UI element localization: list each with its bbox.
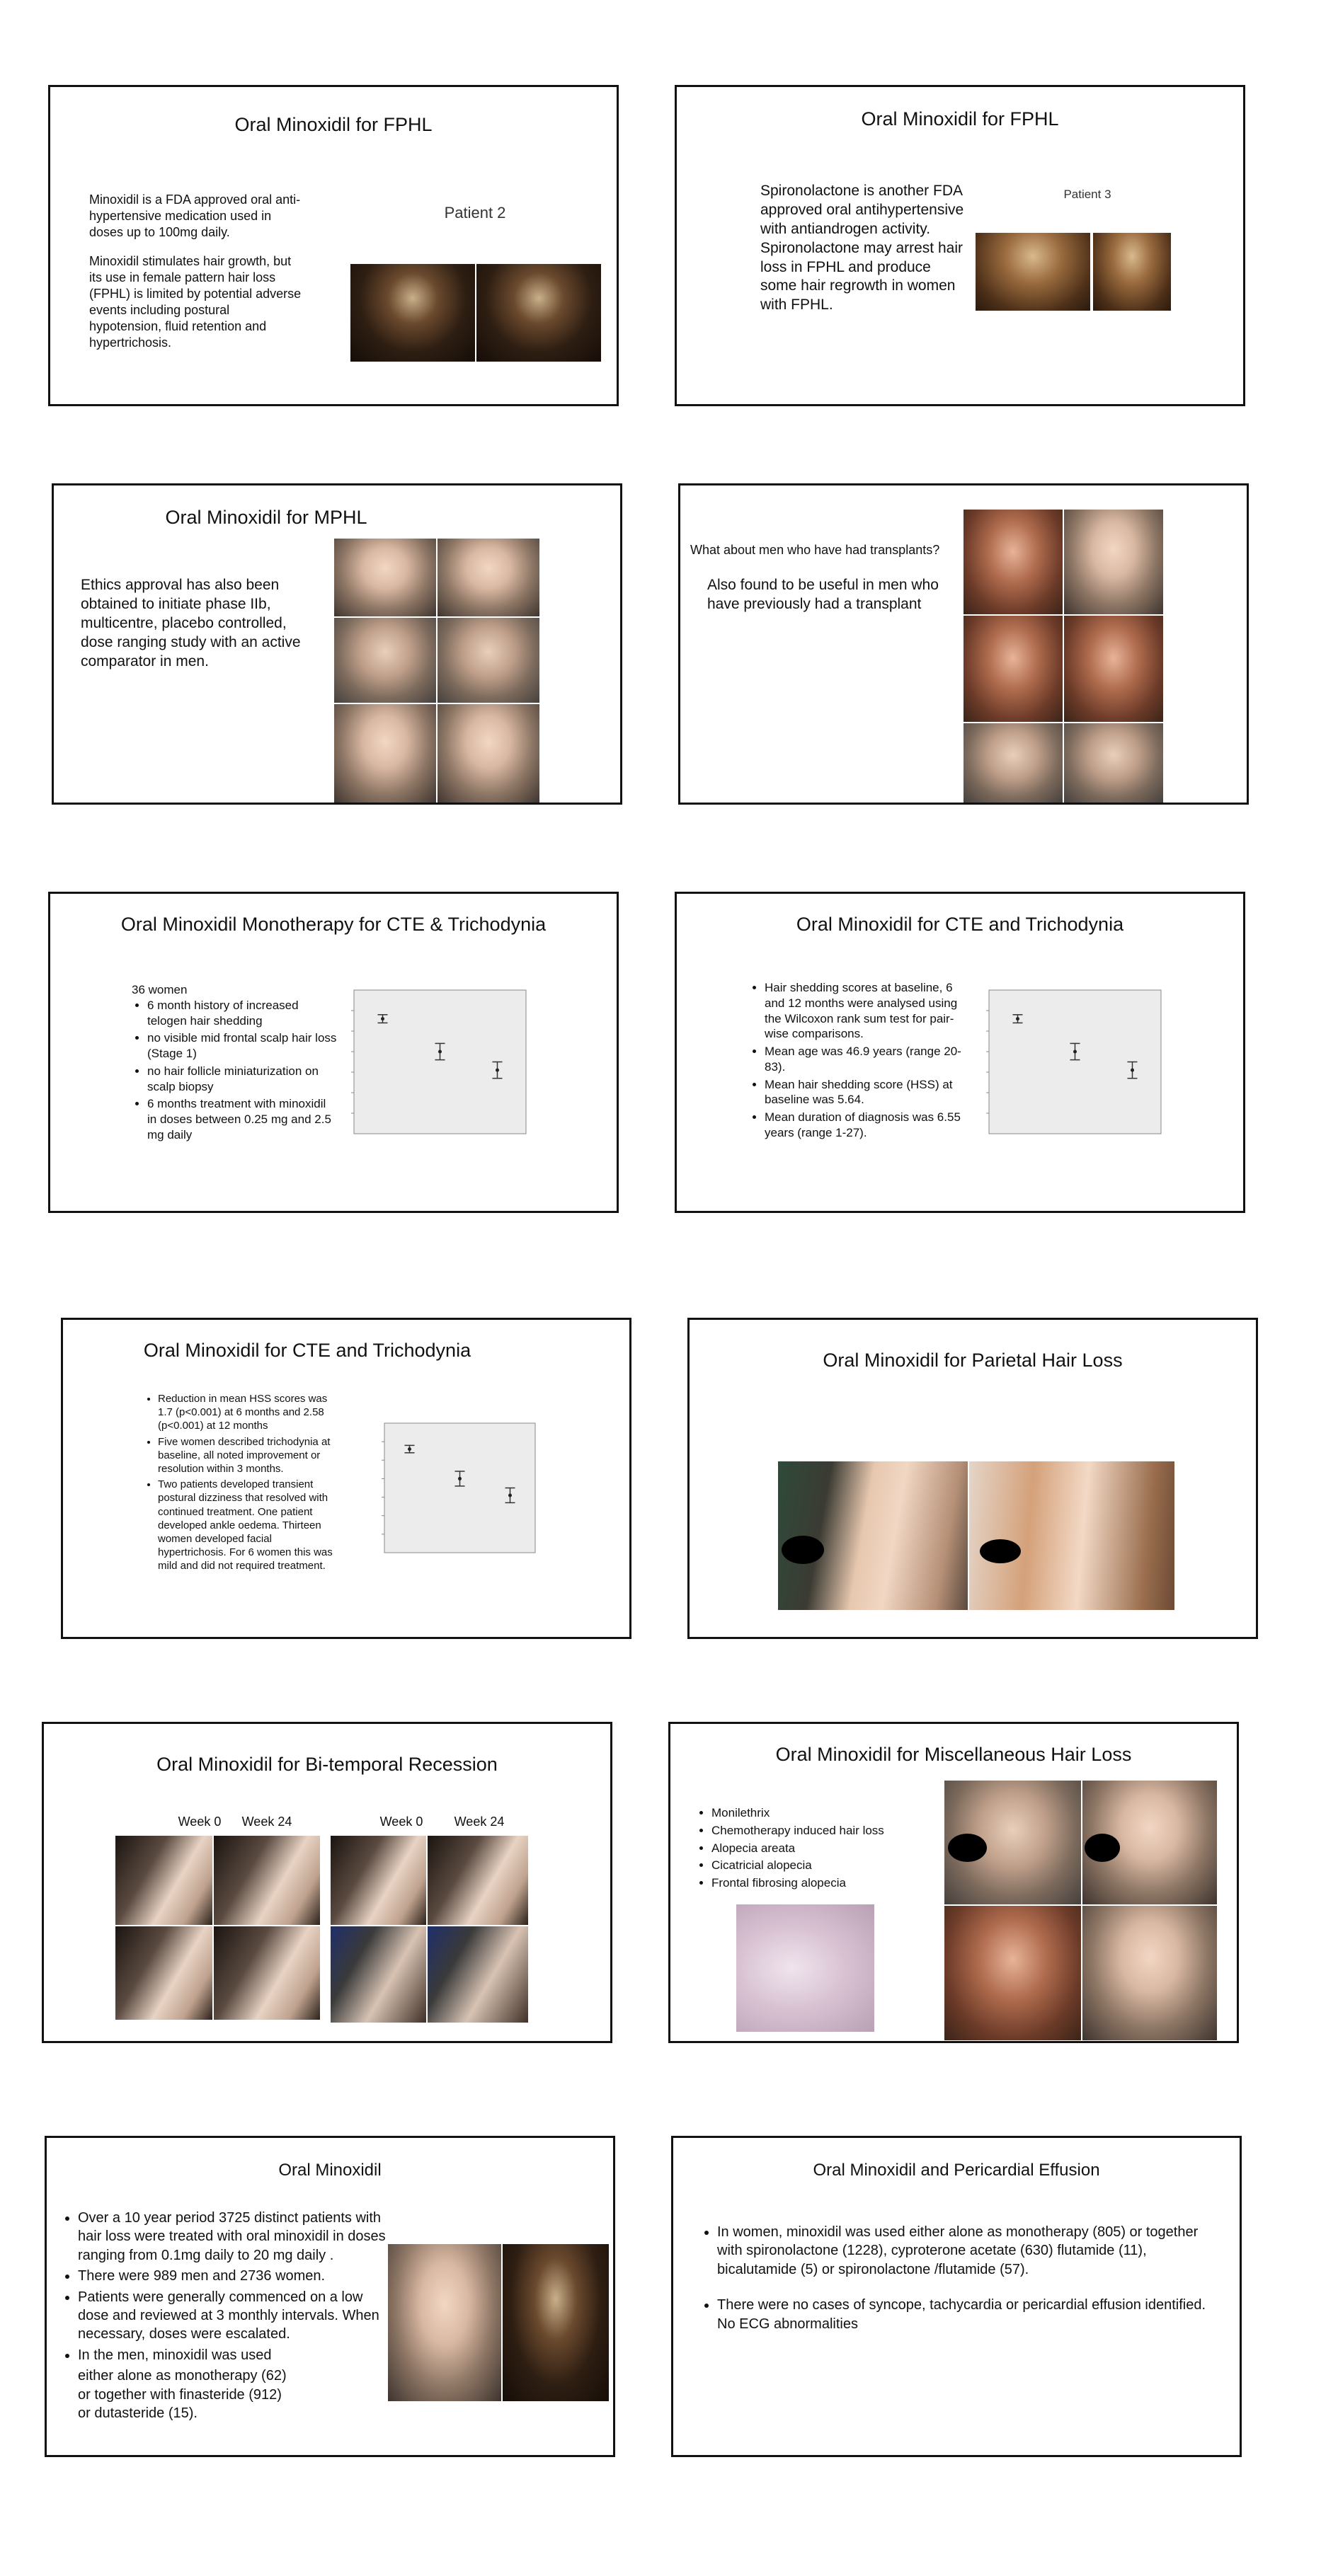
patient-photo <box>428 1836 528 1925</box>
patient-photo-after <box>503 2244 609 2401</box>
list-item: • Frontal fibrosing alopecia <box>711 1875 930 1891</box>
data-point <box>458 1477 462 1480</box>
list-item: • In the men, minoxidil was used <box>78 2346 395 2364</box>
eye-mask <box>980 1539 1021 1563</box>
patient-photo <box>214 1926 320 2020</box>
list-item: • In women, minoxidil was used either alone as monotherapy (805) or together with spironolactone (1228), cyproterone acetate (630) flutamide (11), bicalutamide (5) or spironolactone /flutamide (57). <box>717 2223 1211 2279</box>
week0-label: Week 0 <box>379 1815 423 1829</box>
list-item: • no visible mid frontal scalp hair loss (Stage 1) <box>147 1030 337 1062</box>
slide-mphl <box>52 483 622 805</box>
data-point <box>508 1493 512 1497</box>
list-item: • Reduction in mean HSS scores was 1.7 (p<0.001) at 6 months and 2.58 (p<0.001) at 12 months <box>158 1392 337 1433</box>
list-item: • Over a 10 year period 3725 distinct patients with hair loss were treated with oral minoxidil in doses ranging from 0.1mg daily to 20 mg daily . <box>78 2209 395 2265</box>
list-item: • 6 months treatment with minoxidil in doses between 0.25 mg and 2.5 mg daily <box>147 1096 337 1142</box>
patient-photo <box>1064 510 1163 614</box>
list-item: • Monilethrix <box>711 1805 930 1821</box>
list-item: • Mean duration of diagnosis was 6.55 years (range 1-27). <box>765 1110 961 1141</box>
slide-text <box>89 192 302 364</box>
chart-svg <box>360 1419 541 1571</box>
slide-text <box>62 2209 395 2422</box>
patient-photo-side <box>969 1461 1174 1610</box>
patient-photo <box>1082 1906 1217 2040</box>
slide-title: Oral Minoxidil for FPHL <box>861 108 1059 130</box>
patient-photo <box>334 539 436 616</box>
eye-mask <box>782 1536 824 1564</box>
bullet-list <box>62 2209 395 2364</box>
list-item: • 6 month history of increased telogen hair shedding <box>147 998 337 1029</box>
patient-photo <box>438 539 539 616</box>
slide-text: Ethics approval has also been obtained to initiate phase IIb, multicentre, placebo controlled, dose ranging study with an active comparator in men. <box>81 577 301 669</box>
slide-bitemporal <box>42 1722 612 2043</box>
slide-title: Oral Minoxidil for Miscellaneous Hair Loss <box>775 1744 1132 1765</box>
hss-chart <box>360 1419 541 1571</box>
eye-mask <box>948 1834 987 1862</box>
patient-photo-before <box>350 264 475 362</box>
chart-svg <box>965 986 1167 1152</box>
patient-photo <box>964 510 1063 614</box>
data-point <box>1131 1069 1134 1072</box>
list-item: • Chemotherapy induced hair loss <box>711 1823 930 1839</box>
slide-text <box>749 980 961 1143</box>
patient-photo <box>115 1836 212 1925</box>
patient-photo <box>1064 723 1163 803</box>
slide-cte-outcomes <box>61 1318 631 1639</box>
patient-photo <box>331 1836 426 1925</box>
slide-title: Oral Minoxidil Monotherapy for CTE & Trichodynia <box>120 914 547 935</box>
list-item: • Mean hair shedding score (HSS) at baseline was 5.64. <box>765 1077 961 1108</box>
slide-parietal <box>687 1318 1258 1639</box>
slide-fphl-1 <box>48 85 619 406</box>
patient-photo <box>964 616 1063 722</box>
slide-pericardial <box>671 2136 1242 2457</box>
patient-photo-after <box>476 264 601 362</box>
patient-photo <box>964 723 1063 803</box>
intro-text: 36 women <box>132 983 188 996</box>
patient-photo-before <box>976 233 1090 311</box>
list-item: • There were no cases of syncope, tachycardia or pericardial effusion identified. No ECG abnormalities <box>717 2296 1211 2333</box>
continuation-line: or dutasteride (15). <box>78 2405 198 2421</box>
slide-text: Also found to be useful in men who have previously had a transplant <box>707 577 939 612</box>
list-item: • Cicatricial alopecia <box>711 1858 930 1873</box>
week24-label: Week 24 <box>454 1815 505 1829</box>
slide-heading: What about men who have had transplants? <box>690 543 940 557</box>
patient-photo-after <box>1093 233 1171 311</box>
patient-photo <box>334 704 436 803</box>
slide-title: Oral Minoxidil for CTE and Trichodynia <box>143 1340 471 1361</box>
patient-photo <box>438 618 539 703</box>
slide-misc <box>668 1722 1239 2043</box>
slide-title: Oral Minoxidil for Bi-temporal Recession <box>156 1754 498 1775</box>
slide-text <box>702 2223 1211 2335</box>
list-item: • Alopecia areata <box>711 1841 930 1856</box>
continuation-line: or together with finasteride (912) <box>78 2386 282 2403</box>
scalp-closeup-photo <box>736 1904 874 2032</box>
list-item: • Hair shedding scores at baseline, 6 and 12 months were analysed using the Wilcoxon rank sum test for pair-wise comparisons. <box>765 980 961 1042</box>
patient-photo <box>428 1926 528 2023</box>
data-point <box>381 1017 384 1020</box>
list-item: • no hair follicle miniaturization on scalp biopsy <box>147 1064 337 1095</box>
bullet-list <box>696 1805 930 1891</box>
slide-text: Spironolactone is another FDA approved oral antihypertensive with antiandrogen activity. Spironolactone may arrest hair loss in FPHL and produce some hair regrowth in women with FPHL. <box>760 183 964 314</box>
list-item: • There were 989 men and 2736 women. <box>78 2267 395 2285</box>
chart-svg <box>330 986 532 1152</box>
slide-text <box>132 982 337 1145</box>
eye-mask <box>1085 1834 1120 1862</box>
data-point <box>496 1069 499 1072</box>
slide-title: Oral Minoxidil for FPHL <box>234 114 433 135</box>
slide-text <box>696 1805 930 1893</box>
slide-title: Oral Minoxidil for Parietal Hair Loss <box>823 1350 1123 1371</box>
patient-photo <box>334 618 436 703</box>
patient-photo <box>944 1906 1081 2040</box>
data-point <box>1016 1017 1019 1020</box>
data-point <box>1073 1050 1077 1054</box>
patient-photo <box>115 1926 212 2020</box>
patient-photo <box>214 1836 320 1925</box>
list-item: • Mean age was 46.9 years (range 20-83). <box>765 1044 961 1075</box>
continuation-line: either alone as monotherapy (62) <box>78 2368 287 2384</box>
slide-title: Oral Minoxidil for CTE and Trichodynia <box>796 914 1124 935</box>
photo-caption: Patient 3 <box>1063 188 1111 201</box>
list-item: • Two patients developed transient postural dizziness that resolved with continued treatment. One patient developed ankle oedema. Thirteen women developed facial hypertrichosis. For 6 women this was mild and did not required treatment. <box>158 1478 337 1572</box>
patient-photo <box>438 704 539 803</box>
slide-fphl-2 <box>675 85 1245 406</box>
slide-title: Oral Minoxidil and Pericardial Effusion <box>813 2161 1100 2180</box>
bullet-list <box>132 998 337 1143</box>
hss-chart <box>330 986 532 1152</box>
slide-text <box>142 1392 337 1575</box>
slide-title: Oral Minoxidil for MPHL <box>165 507 367 528</box>
data-point <box>408 1447 411 1451</box>
bullet-list <box>142 1392 337 1572</box>
paragraph: Minoxidil is a FDA approved oral anti- hypertensive medication used in doses up to 100mg daily. <box>89 192 301 240</box>
list-item: • Patients were generally commenced on a low dose and reviewed at 3 monthly intervals. When necessary, doses were escalated. <box>78 2288 395 2344</box>
photo-caption: Patient 2 <box>444 204 506 222</box>
patient-photo <box>331 1926 426 2023</box>
slide-cte-results <box>675 892 1245 1213</box>
data-point <box>438 1050 442 1054</box>
list-item: • Five women described trichodynia at baseline, all noted improvement or resolution within 3 months. <box>158 1435 337 1476</box>
patient-photo <box>1064 616 1163 722</box>
hss-chart <box>965 986 1167 1152</box>
week0-label: Week 0 <box>178 1815 222 1829</box>
slide-transplants <box>678 483 1249 805</box>
slide-cte-monotherapy <box>48 892 619 1213</box>
slide-title: Oral Minoxidil <box>278 2161 382 2180</box>
paragraph: Minoxidil stimulates hair growth, but its use in female pattern hair loss (FPHL) is limited by potential adverse events including postural hypotension, fluid retention and hypertrichosis. <box>89 254 302 350</box>
patient-photo-before <box>388 2244 501 2401</box>
bullet-list <box>702 2223 1211 2333</box>
bullet-list <box>749 980 961 1141</box>
week24-label: Week 24 <box>241 1815 292 1829</box>
slide-oral-minoxidil <box>45 2136 615 2457</box>
